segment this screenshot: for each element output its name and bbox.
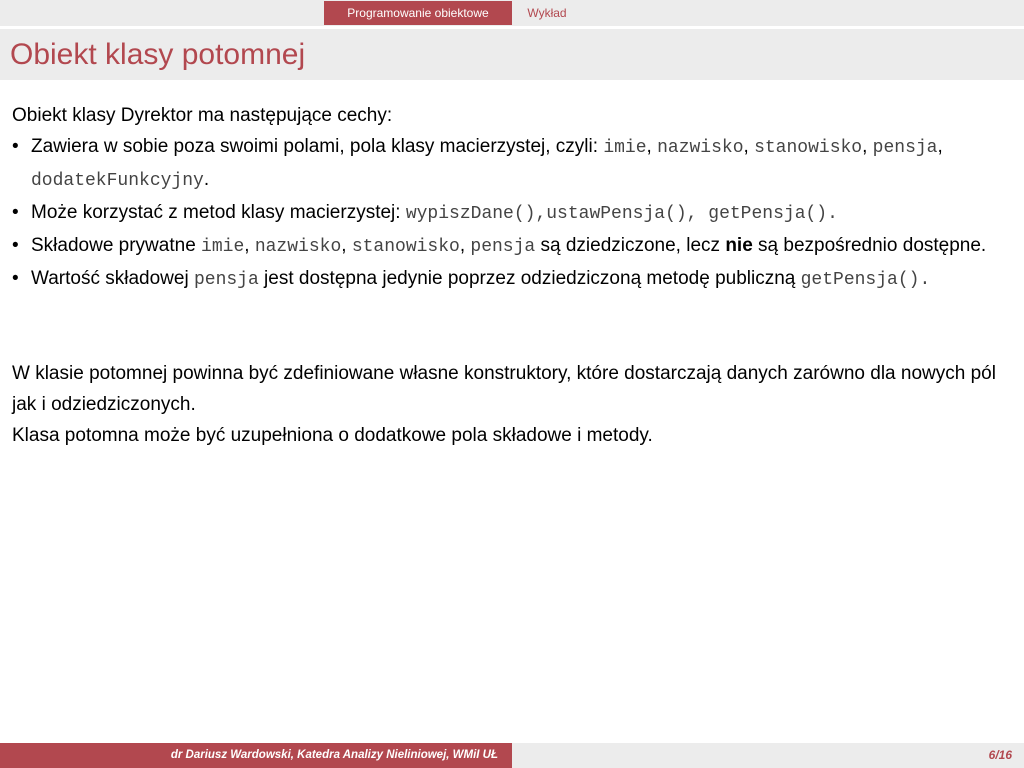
code-field-stanowisko: stanowisko: [351, 237, 460, 257]
separator: ,: [743, 136, 749, 157]
code-field-nazwisko: nazwisko: [254, 237, 342, 257]
separator: ,: [244, 235, 255, 256]
footer-author: dr Dariusz Wardowski, Katedra Analizy Nieliniowej, WMiI UŁ: [0, 743, 512, 768]
slide-title: Obiekt klasy potomnej: [10, 38, 306, 71]
code-field-dodatek: dodatekFunkcyjny: [31, 171, 204, 191]
title-bar: [0, 29, 1024, 80]
separator: ,: [937, 136, 943, 157]
page-number: 6/16: [988, 748, 1012, 762]
code-field-pensja: pensja: [470, 237, 536, 257]
bullet-text: Może korzystać z metod klasy macierzystej:: [31, 202, 406, 223]
spacer: [12, 296, 1012, 358]
bullet-text: Wartość składowej: [31, 268, 194, 289]
separator: ,: [459, 235, 471, 256]
paragraph-extension: Klasa potomna może być uzupełniona o dodatkowe pola składowe i metody.: [12, 425, 653, 446]
code-field-nazwisko: nazwisko: [657, 138, 744, 158]
paragraph-constructors: W klasie potomnej powinna być zdefiniowane własne konstruktory, które dostarczają danych zarówno dla nowych pól jak i odziedziczonych.: [12, 363, 996, 415]
bullet-text: są dziedziczone, lecz: [535, 235, 726, 256]
intro-text: Obiekt klasy Dyrektor ma następujące cechy:: [12, 105, 393, 126]
bullet-text: Składowe prywatne: [31, 235, 202, 256]
bullet-text: jest dostępna jedynie poprzez odziedziczoną metodę publiczną: [258, 268, 801, 289]
separator: .: [203, 169, 210, 190]
emphasis-nie: nie: [725, 235, 753, 256]
bullet-methods: [12, 197, 1012, 230]
code-method-getpensja: getPensja().: [800, 270, 931, 290]
bullet-text: Zawiera w sobie poza swoimi polami, pola klasy macierzystej, czyli:: [31, 136, 604, 157]
footer-bar: [0, 743, 1024, 768]
code-field-stanowisko: stanowisko: [754, 138, 863, 158]
header-type-label[interactable]: Wykład: [527, 6, 567, 20]
bullet-private: [12, 230, 1012, 263]
code-field-pensja: pensja: [872, 138, 938, 158]
code-field-imie: imie: [603, 138, 647, 158]
separator: ,: [646, 136, 658, 157]
separator: ,: [862, 136, 873, 157]
separator: ,: [341, 235, 352, 256]
bullet-fields: [12, 131, 1012, 197]
code-field-imie: imie: [201, 237, 245, 257]
header-course-label[interactable]: Programowanie obiektowe: [324, 1, 512, 25]
code-field-pensja: pensja: [193, 270, 259, 290]
features-list: [12, 131, 1012, 296]
bullet-text: są bezpośrednio dostępne.: [752, 235, 987, 256]
bullet-pensja: [12, 263, 1012, 296]
slide-content: [12, 100, 1012, 451]
code-methods: wypiszDane(),ustawPensja(), getPensja().: [405, 204, 838, 224]
top-navigation-bar: [0, 0, 1024, 26]
